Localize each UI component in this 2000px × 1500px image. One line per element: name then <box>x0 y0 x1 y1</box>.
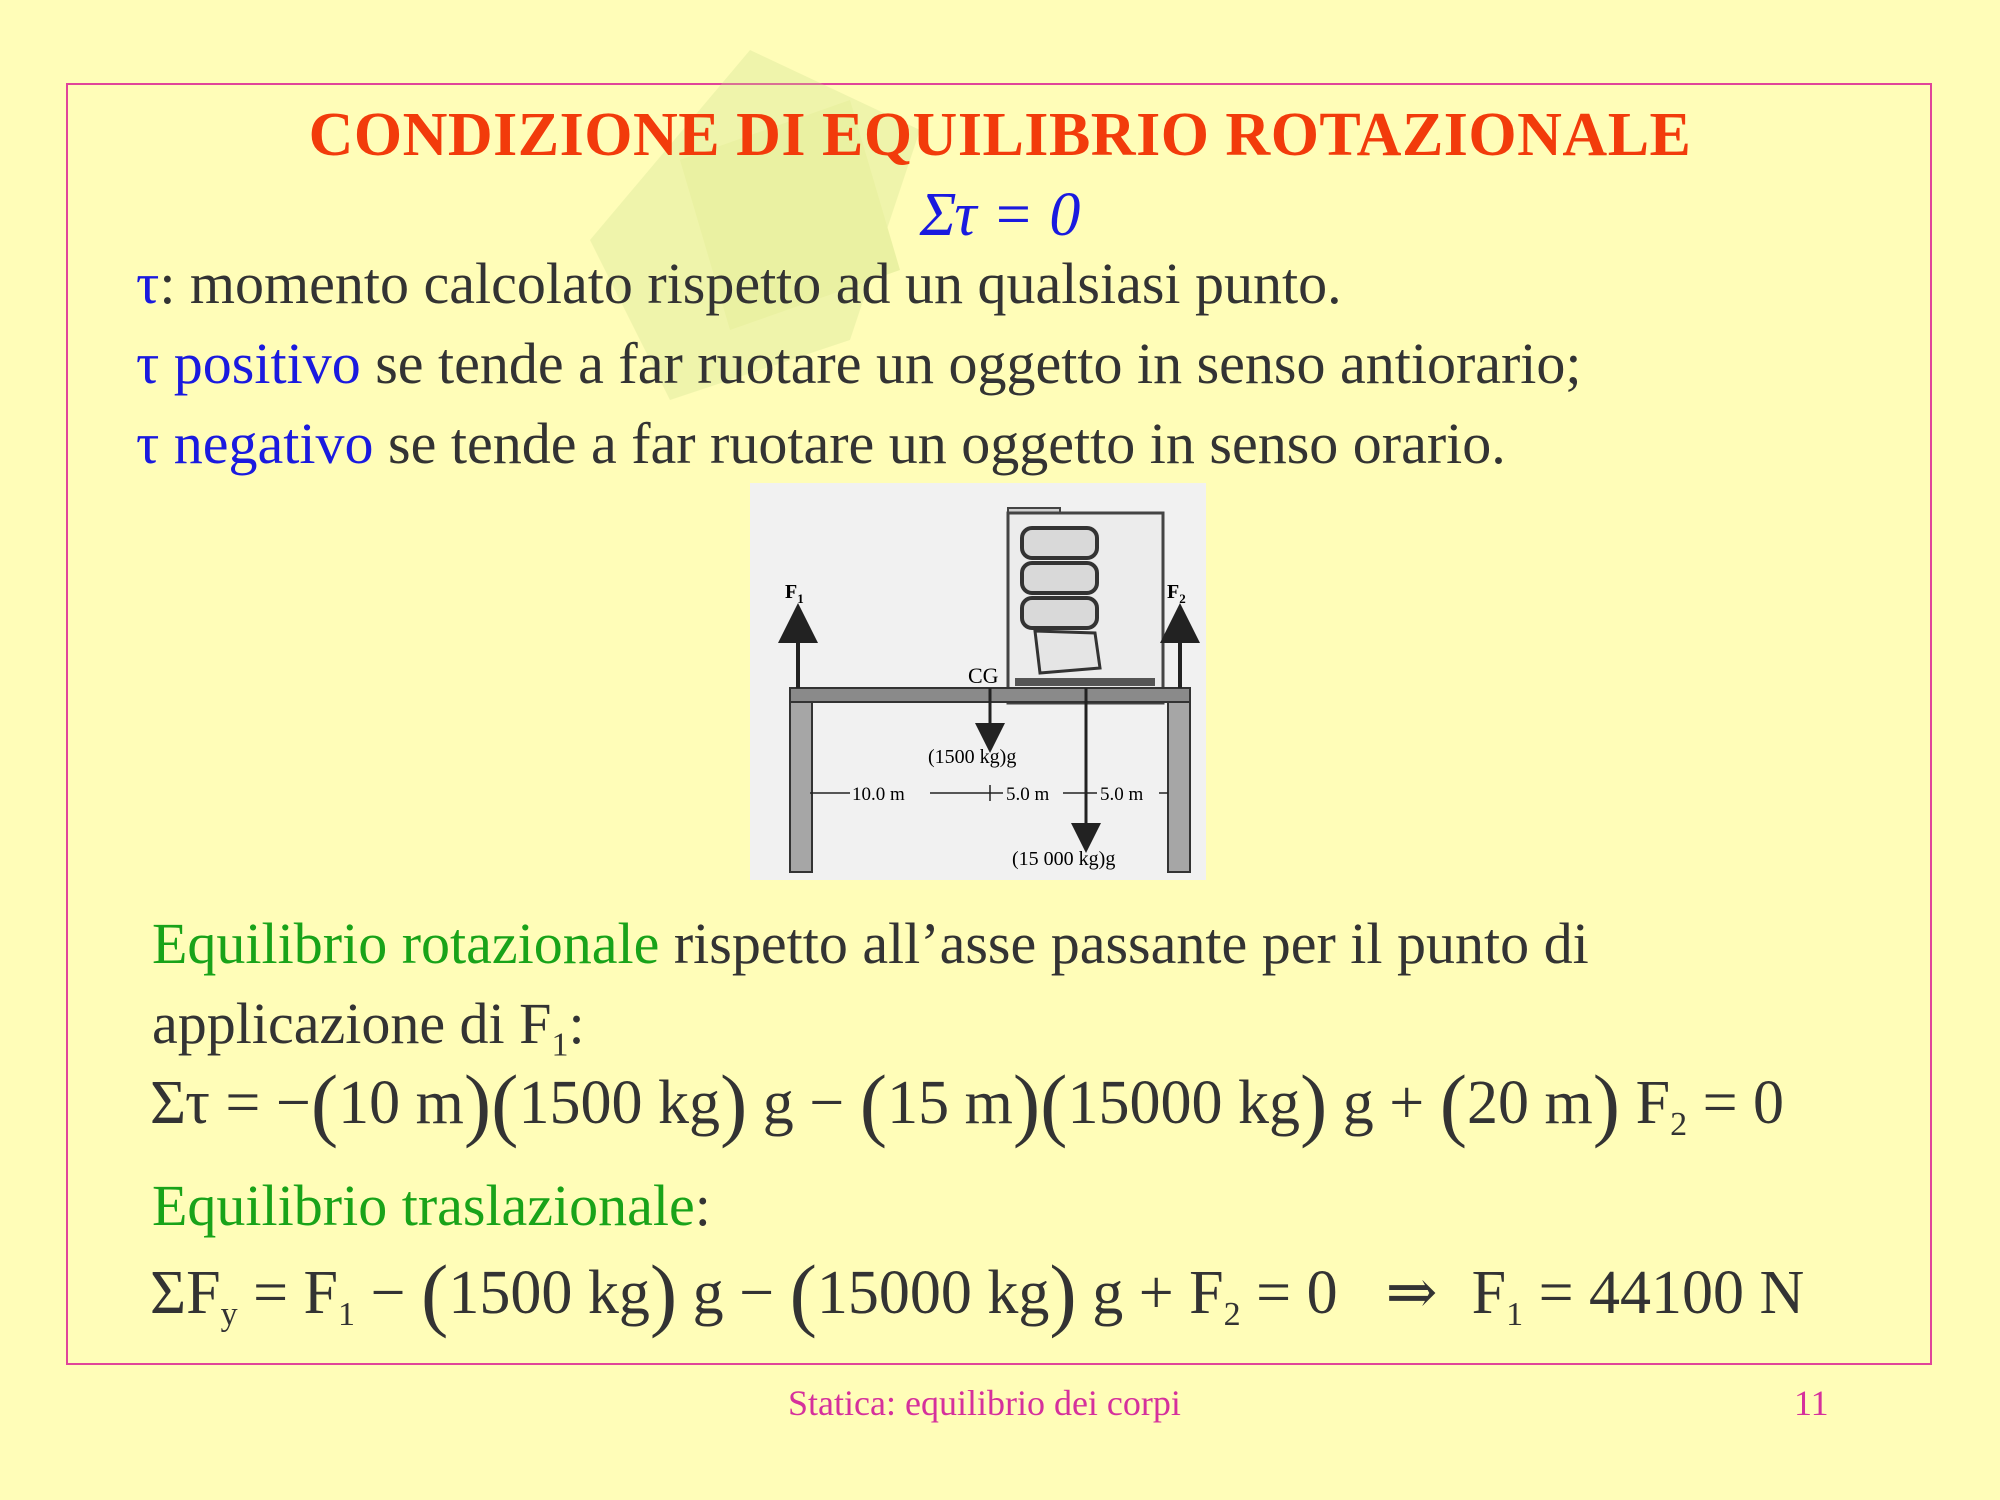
definition-line-3 <box>136 410 1506 477</box>
f1-label: $F_1$ <box>785 581 804 606</box>
trans-intro-colon: : <box>694 1173 711 1238</box>
rot-intro-text-2: applicazione di F <box>152 991 552 1056</box>
footer-title: Statica: equilibrio dei corpi <box>788 1383 1181 1423</box>
torque-sum-formula: Στ = 0 <box>919 181 1081 249</box>
rot-intro-colon: : <box>568 991 585 1056</box>
eq-trans-part: ΣF <box>150 1259 221 1327</box>
definition-text: : momento calcolato rispetto ad un qualsiasi punto. <box>159 251 1342 316</box>
weight1-label: (1500 kg)g <box>928 746 1017 768</box>
distance-5m-b: 5.0 m <box>1100 784 1144 805</box>
rot-intro-text: rispetto all’asse passante per il punto di <box>659 911 1589 976</box>
eq-trans-part: = F <box>237 1259 339 1327</box>
eq-rot-part: Στ = − <box>150 1069 311 1137</box>
eq-trans-part: F <box>1471 1259 1507 1327</box>
eq-rot-part: = 0 <box>1687 1069 1785 1137</box>
implies-arrow: ⇒ <box>1385 1259 1438 1327</box>
eq-trans-sub: 2 <box>1223 1296 1241 1333</box>
eq-trans-sub: 1 <box>338 1296 356 1333</box>
distance-5m-a: 5.0 m <box>1006 784 1050 805</box>
definition-line-2 <box>136 330 1582 397</box>
distance-10m: 10.0 m <box>852 784 905 805</box>
eq-trans-part: 15000 kg <box>816 1259 1050 1327</box>
eq-rot-part: 20 m <box>1467 1069 1593 1137</box>
rot-intro-line-2 <box>152 990 585 1065</box>
rot-intro-line-1 <box>152 910 1589 977</box>
eq-rot-part: g − <box>747 1069 860 1137</box>
eq-trans-part: g + F <box>1076 1259 1224 1327</box>
eq-rot-part: 10 m <box>338 1069 464 1137</box>
f2-label: $F_2$ <box>1167 581 1186 606</box>
eq-rot-part: 15 m <box>887 1069 1013 1137</box>
bridge-figure <box>750 483 1206 880</box>
cg-label: CG <box>968 663 999 688</box>
tau-symbol: τ <box>136 251 160 316</box>
trans-equilibrium-label: Equilibrio traslazionale <box>152 1173 695 1238</box>
positive-text: se tende a far ruotare un oggetto in senso antiorario; <box>360 331 1582 396</box>
tau-negative-label: τ negativo <box>136 411 374 476</box>
eq-trans-part: g − <box>677 1259 790 1327</box>
eq-trans-result: = 44100 N <box>1523 1259 1805 1327</box>
eq-trans-sub: y <box>220 1296 238 1333</box>
weight2-label: (15 000 kg)g <box>1012 848 1116 870</box>
eq-rot-part: 15000 kg <box>1067 1069 1300 1137</box>
negative-text: se tende a far ruotare un oggetto in senso orario. <box>373 411 1506 476</box>
eq-rot-sub: 2 <box>1670 1106 1688 1143</box>
rot-equilibrium-label: Equilibrio rotazionale <box>152 911 660 976</box>
bridge-diagram <box>750 483 1206 880</box>
eq-trans-part: 1500 kg <box>448 1259 650 1327</box>
slide-title: CONDIZIONE DI EQUILIBRIO ROTAZIONALE <box>308 101 1692 169</box>
tau-positive-label: τ positivo <box>136 331 361 396</box>
eq-rot-part: F <box>1620 1069 1671 1137</box>
eq-rot-part: g + <box>1327 1069 1440 1137</box>
eq-trans-part: = 0 <box>1240 1259 1338 1327</box>
rot-intro-sub: 1 <box>551 1026 569 1064</box>
translational-equation: $\Sigma F_y = F_1 - (1500$ kg) g − (15000 kg) $g + F_2 = 0$ ⇒ $F_1 = 44100$ N <box>150 1248 1805 1339</box>
eq-trans-part: − <box>355 1259 421 1327</box>
trans-intro-line <box>152 1172 711 1239</box>
eq-rot-part: 1500 kg <box>518 1069 720 1137</box>
page-number: 11 <box>1794 1383 1829 1423</box>
definition-line-1 <box>136 250 1342 317</box>
eq-trans-sub: 1 <box>1506 1296 1524 1333</box>
rotational-equation: Στ = −(10 m)(1500 kg) g − (15 m)(15000 kg) g + (20 m) $F_2 = 0$ <box>150 1058 1785 1149</box>
